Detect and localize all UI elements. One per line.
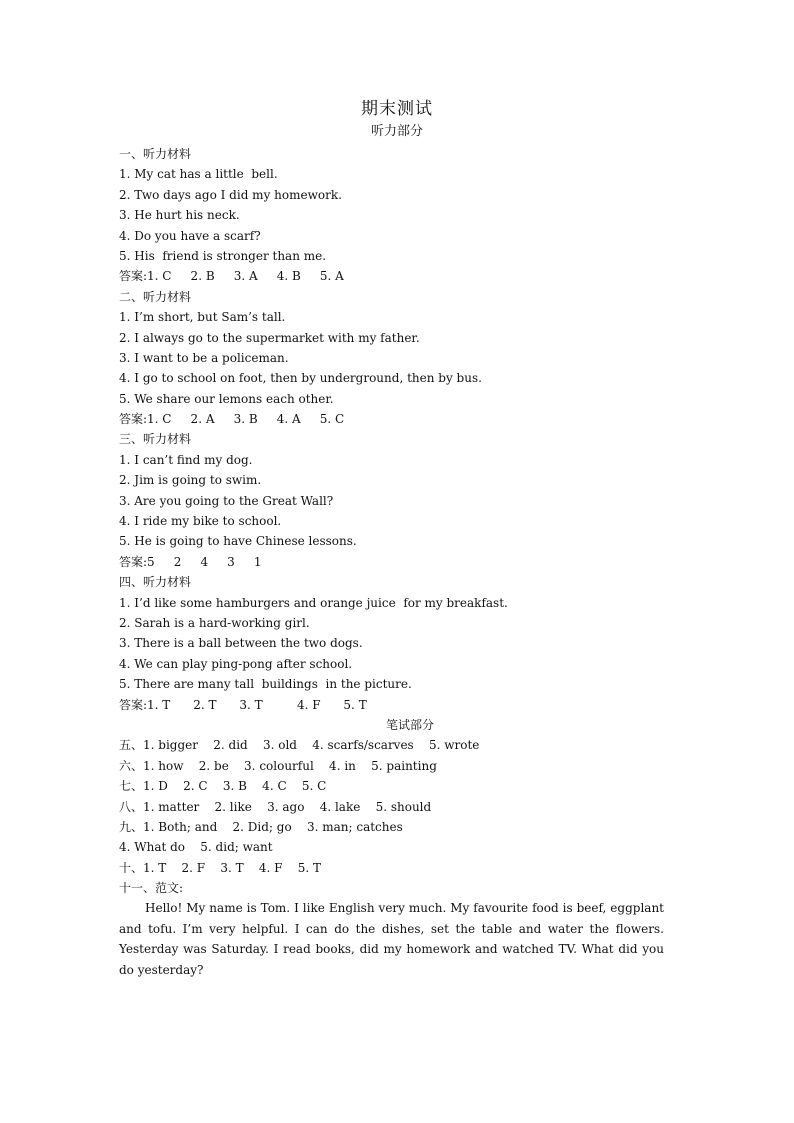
- text-line: 3. There is a ball between the two dogs.: [119, 636, 363, 651]
- text-line: 5. He is going to have Chinese lessons.: [119, 534, 357, 549]
- text-line: 1. I’d like some hamburgers and orange juice for my breakfast.: [119, 595, 508, 610]
- answer-line: 答案:1. T 2. T 3. T 4. F 5. T: [119, 697, 367, 712]
- document-body: [119, 144, 679, 980]
- text-line: 5. His friend is stronger than me.: [119, 248, 327, 263]
- page-title: 期末测试: [361, 99, 433, 119]
- listening-section-heading: 听力部分: [370, 124, 423, 139]
- written-answer-line: 五、1. bigger 2. did 3. old 4. scarfs/scarves 5. wrote: [119, 738, 480, 753]
- written-answer-line: 九、1. Both; and 2. Did; go 3. man; catches: [119, 819, 403, 834]
- answer-line: 答案:1. C 2. B 3. A 4. B 5. A: [119, 269, 344, 284]
- text-line: 1. I’m short, but Sam’s tall.: [119, 310, 286, 325]
- answer-line: 答案:1. C 2. A 3. B 4. A 5. C: [119, 412, 345, 427]
- text-line: 1. I can’t find my dog.: [119, 452, 253, 467]
- written-answer-line: 七、1. D 2. C 3. B 4. C 5. C: [119, 779, 327, 794]
- text-line: 3. Are you going to the Great Wall?: [119, 493, 334, 508]
- text-line: 3. He hurt his neck.: [119, 208, 240, 223]
- section-3-heading: 三、听力材料: [119, 432, 192, 447]
- sample-essay: Hello! My name is Tom. I like English very much. My favourite food is beef, eggplant and tofu. I’m very helpful. I can do the dishes, set the table and water the flowers. Yesterday was Saturday. I read books, did my homework and watched TV. What did you do yesterday?: [119, 901, 664, 977]
- section-1-heading: 一、听力材料: [119, 147, 192, 161]
- text-line: 5. There are many tall buildings in the picture.: [119, 677, 412, 692]
- text-line: 1. My cat has a little bell.: [119, 167, 278, 182]
- text-line: 4. We can play ping-pong after school.: [119, 656, 353, 671]
- written-answer-line: 六、1. how 2. be 3. colourful 4. in 5. painting: [119, 758, 437, 773]
- text-line: 4. I go to school on foot, then by underground, then by bus.: [119, 371, 482, 386]
- section-4-heading: 四、听力材料: [119, 575, 192, 590]
- answer-line: 答案:5 2 4 3 1: [119, 554, 262, 569]
- section-2-heading: 二、听力材料: [119, 289, 192, 304]
- text-line: 2. Sarah is a hard-working girl.: [119, 615, 310, 630]
- text-line: 2. Two days ago I did my homework.: [119, 187, 342, 202]
- text-line: 4. I ride my bike to school.: [119, 514, 282, 529]
- text-line: 2. Jim is going to swim.: [119, 473, 262, 488]
- essay-heading: 十一、范文:: [119, 881, 184, 896]
- text-line: 2. I always go to the supermarket with my father.: [119, 330, 420, 345]
- text-line: 5. We share our lemons each other.: [119, 391, 334, 406]
- text-line: 4. Do you have a scarf?: [119, 228, 261, 243]
- written-answer-line: 4. What do 5. did; want: [119, 840, 273, 855]
- written-section-heading: 笔试部分: [385, 717, 434, 732]
- written-answer-line: 八、1. matter 2. like 3. ago 4. lake 5. should: [119, 799, 432, 814]
- text-line: 3. I want to be a policeman.: [119, 350, 289, 365]
- written-answer-line: 十、1. T 2. F 3. T 4. F 5. T: [119, 860, 322, 875]
